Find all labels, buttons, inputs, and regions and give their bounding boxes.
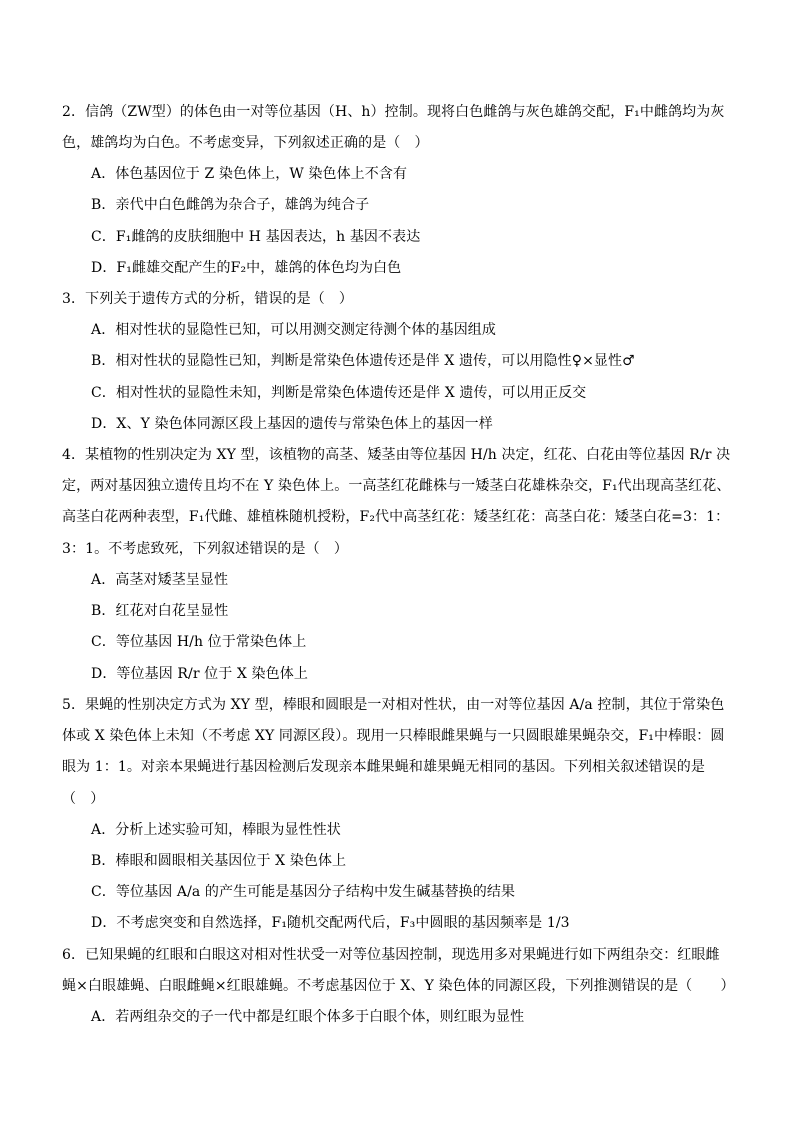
- question-4-line-1: 4．某植物的性别决定为 XY 型，该植物的高茎、矮茎由等位基因 H/h 决定，红花、白花由等位基因 R/r 决: [62, 447, 731, 463]
- question-2-option-d: D．F₁雌雄交配产生的F₂中，雄鸽的体色均为白色: [91, 260, 402, 276]
- question-4-option-d: D．等位基因 R/r 位于 X 染色体上: [91, 666, 308, 682]
- question-5-line-1: 5．果蝇的性别决定方式为 XY 型，棒眼和圆眼是一对相对性状，由一对等位基因 A/a 控制，其位于常染色: [62, 697, 725, 713]
- question-3-option-b: B．相对性状的显隐性已知，判断是常染色体遗传还是伴 X 遗传，可以用隐性♀×显性♂: [91, 353, 635, 369]
- question-5-line-4: （ ）: [62, 791, 105, 807]
- question-3-option-d: D．X、Y 染色体同源区段上基因的遗传与常染色体上的基因一样: [91, 416, 493, 432]
- question-4-line-3: 高茎白花两种表型，F₁代雌、雄植株随机授粉，F₂代中高茎红花：矮茎红花：高茎白花：矮茎白花=3：1：: [62, 509, 730, 525]
- question-4-line-2: 定，两对基因独立遗传且均不在 Y 染色体上。一高茎红花雌株与一矮茎白花雄株杂交，F₁代出现高茎红花、: [62, 478, 731, 494]
- question-4-option-b: B．红花对白花呈显性: [91, 603, 229, 619]
- question-4-line-4: 3：1。不考虑致死，下列叙述错误的是（ ）: [62, 541, 348, 557]
- question-3-option-a: A．相对性状的显隐性已知，可以用测交测定待测个体的基因组成: [91, 322, 497, 338]
- question-4-option-c: C．等位基因 H/h 位于常染色体上: [91, 634, 307, 650]
- question-5-option-a: A．分析上述实验可知，棒眼为显性性状: [91, 822, 341, 838]
- question-2-line-2: 色，雄鸽均为白色。不考虑变异，下列叙述正确的是（ ）: [62, 135, 429, 151]
- question-4-option-a: A．高茎对矮茎呈显性: [91, 572, 229, 588]
- question-2-option-c: C．F₁雌鸽的皮肤细胞中 H 基因表达，h 基因不表达: [91, 229, 421, 245]
- question-6-line-2: 蝇×白眼雄蝇、白眼雌蝇×红眼雄蝇。不考虑基因位于 X、Y 染色体的同源区段，下列推测错误的是（ ）: [62, 978, 735, 994]
- question-2-line-1: 2．信鸽（ZW型）的体色由一对等位基因（H、h）控制。现将白色雌鸽与灰色雄鸽交配，F₁中雌鸽均为灰: [62, 104, 725, 120]
- question-3-option-c: C．相对性状的显隐性未知，判断是常染色体遗传还是伴 X 遗传，可以用正反交: [91, 385, 587, 401]
- question-2-option-b: B．亲代中白色雌鸽为杂合子，雄鸽为纯合子: [91, 197, 370, 213]
- question-6-line-1: 6．已知果蝇的红眼和白眼这对相对性状受一对等位基因控制，现选用多对果蝇进行如下两组杂交：红眼雌: [62, 947, 720, 963]
- question-5-option-b: B．棒眼和圆眼相关基因位于 X 染色体上: [91, 853, 347, 869]
- question-5-line-2: 体或 X 染色体上未知（不考虑 XY 同源区段）。现用一只棒眼雌果蝇与一只圆眼雄果蝇杂交，F₁中棒眼：圆: [62, 728, 725, 744]
- question-3-line-1: 3．下列关于遗传方式的分析，错误的是（ ）: [62, 291, 354, 307]
- question-5-line-3: 眼为 1：1。对亲本果蝇进行基因检测后发现亲本雌果蝇和雄果蝇无相同的基因。下列相关叙述错误的是: [62, 759, 705, 775]
- question-5-option-d: D．不考虑突变和自然选择，F₁随机交配两代后，F₃中圆眼的基因频率是 1/3: [91, 915, 570, 931]
- question-2-option-a: A．体色基因位于 Z 染色体上，W 染色体上不含有: [91, 166, 408, 182]
- question-5-option-c: C．等位基因 A/a 的产生可能是基因分子结构中发生碱基替换的结果: [91, 884, 516, 900]
- question-6-option-a: A．若两组杂交的子一代中都是红眼个体多于白眼个体，则红眼为显性: [91, 1009, 525, 1025]
